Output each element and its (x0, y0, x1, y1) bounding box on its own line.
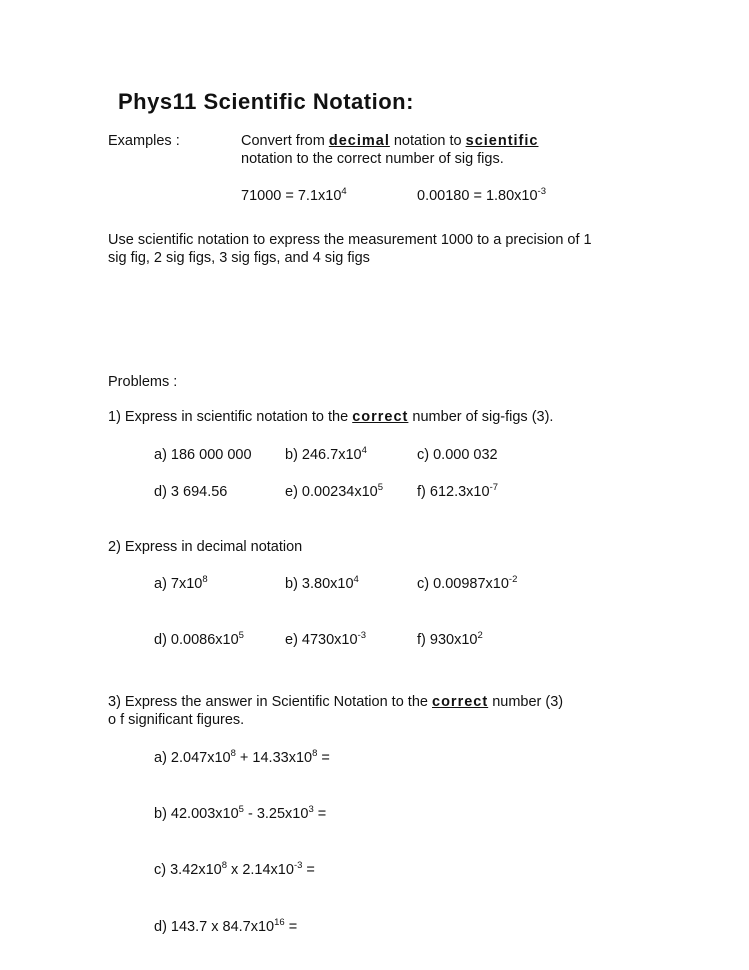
question-3-pre: 3) Express the answer in Scientific Notation to the (108, 694, 432, 710)
q2-item-b (285, 575, 359, 593)
q1-item-f-base: f) 612.3x10 (417, 484, 490, 500)
question-3-line-2: o f significant figures. (108, 712, 245, 728)
q3-item-c-exponent-2: -3 (293, 860, 303, 871)
example-2-exponent: -3 (537, 186, 546, 197)
question-1-post: number of sig-figs (3). (408, 409, 554, 425)
q2-item-e-base: e) 4730x10 (285, 632, 358, 648)
scientific-emphasis: scientific (465, 133, 539, 149)
examples-label: Examples : (108, 133, 180, 149)
q3-item-a-exponent-1: 8 (230, 748, 236, 759)
example-1-base: 71000 = 7.1x10 (241, 188, 342, 204)
q2-item-a-exponent: 8 (202, 574, 208, 585)
q3-item-b-exponent-1: 5 (238, 804, 244, 815)
q3-item-b-part-1: b) 42.003x10 (154, 806, 239, 822)
q3-item-c-part-3: = (302, 862, 315, 878)
q3-item-c-exponent-1: 8 (221, 860, 228, 871)
question-1-pre: 1) Express in scientific notation to the (108, 409, 353, 425)
q1-item-d: d) 3 694.56 (154, 484, 228, 500)
question-3-correct-emphasis: correct (432, 694, 489, 710)
examples-line-1 (241, 132, 538, 150)
example-2 (417, 187, 546, 205)
q1-item-b-exponent: 4 (361, 445, 367, 456)
q3-item-a-part-1: a) 2.047x10 (154, 750, 231, 766)
q2-item-c-exponent: -2 (508, 574, 518, 585)
q1-item-e (285, 483, 383, 501)
q3-item-b-exponent-2: 3 (308, 804, 314, 815)
q3-item-d-part-2: = (284, 919, 298, 935)
q1-item-f (417, 483, 498, 501)
q2-item-b-exponent: 4 (353, 574, 359, 585)
q2-item-c-base: c) 0.00987x10 (417, 576, 509, 592)
q2-item-e-exponent: -3 (357, 630, 367, 641)
page-title: Phys11 Scientific Notation: (118, 89, 414, 114)
examples-line-1-pre: Convert from (241, 133, 329, 149)
question-2: 2) Express in decimal notation (108, 539, 303, 555)
q3-item-c-part-2: x 2.14x10 (227, 862, 294, 878)
q3-item-d-part-1: d) 143.7 x 84.7x10 (154, 919, 275, 935)
q2-item-c (417, 575, 517, 593)
q3-item-c-part-1: c) 3.42x10 (154, 862, 222, 878)
q3-item-b (154, 805, 326, 823)
example-1 (241, 187, 347, 205)
problems-label: Problems : (108, 374, 178, 390)
practice-line-2: sig fig, 2 sig figs, 3 sig figs, and 4 sig figs (108, 250, 370, 266)
q3-item-c (154, 861, 315, 879)
q3-item-d (154, 918, 297, 936)
question-3-post: number (3) (488, 694, 564, 710)
q1-item-c: c) 0.000 032 (417, 447, 498, 463)
decimal-emphasis: decimal (328, 133, 390, 149)
q3-item-b-part-3: = (313, 806, 327, 822)
q1-item-e-exponent: 5 (377, 482, 384, 493)
q2-item-d-exponent: 5 (238, 630, 244, 641)
q3-item-a-part-3: = (317, 750, 330, 766)
q3-item-a-part-2: + 14.33x10 (235, 750, 313, 766)
q1-item-a: a) 186 000 000 (154, 447, 252, 463)
question-1 (108, 408, 553, 426)
q2-item-f (417, 631, 483, 649)
question-1-correct-emphasis: correct (352, 409, 409, 425)
q2-item-f-base: f) 930x10 (417, 632, 478, 648)
q2-item-d (154, 631, 244, 649)
question-3 (108, 693, 563, 711)
q1-item-b (285, 446, 367, 464)
q2-item-a (154, 575, 208, 593)
example-1-exponent: 4 (341, 186, 347, 197)
practice-line-1: Use scientific notation to express the measurement 1000 to a precision of 1 (108, 232, 592, 248)
q1-item-e-base: e) 0.00234x10 (285, 484, 378, 500)
q3-item-a-exponent-2: 8 (312, 748, 318, 759)
q3-item-d-exponent-1: 16 (274, 917, 285, 928)
examples-line-1-mid: notation to (389, 133, 466, 149)
q1-item-f-exponent: -7 (489, 482, 499, 493)
q2-item-f-exponent: 2 (477, 630, 483, 641)
q2-item-e (285, 631, 366, 649)
q3-item-b-part-2: - 3.25x10 (243, 806, 309, 822)
q2-item-d-base: d) 0.0086x10 (154, 632, 239, 648)
q1-item-b-base: b) 246.7x10 (285, 447, 362, 463)
q3-item-a (154, 749, 330, 767)
example-2-base: 0.00180 = 1.80x10 (417, 188, 538, 204)
q2-item-a-base: a) 7x10 (154, 576, 203, 592)
q2-item-b-base: b) 3.80x10 (285, 576, 354, 592)
examples-line-2: notation to the correct number of sig figs. (241, 151, 504, 167)
